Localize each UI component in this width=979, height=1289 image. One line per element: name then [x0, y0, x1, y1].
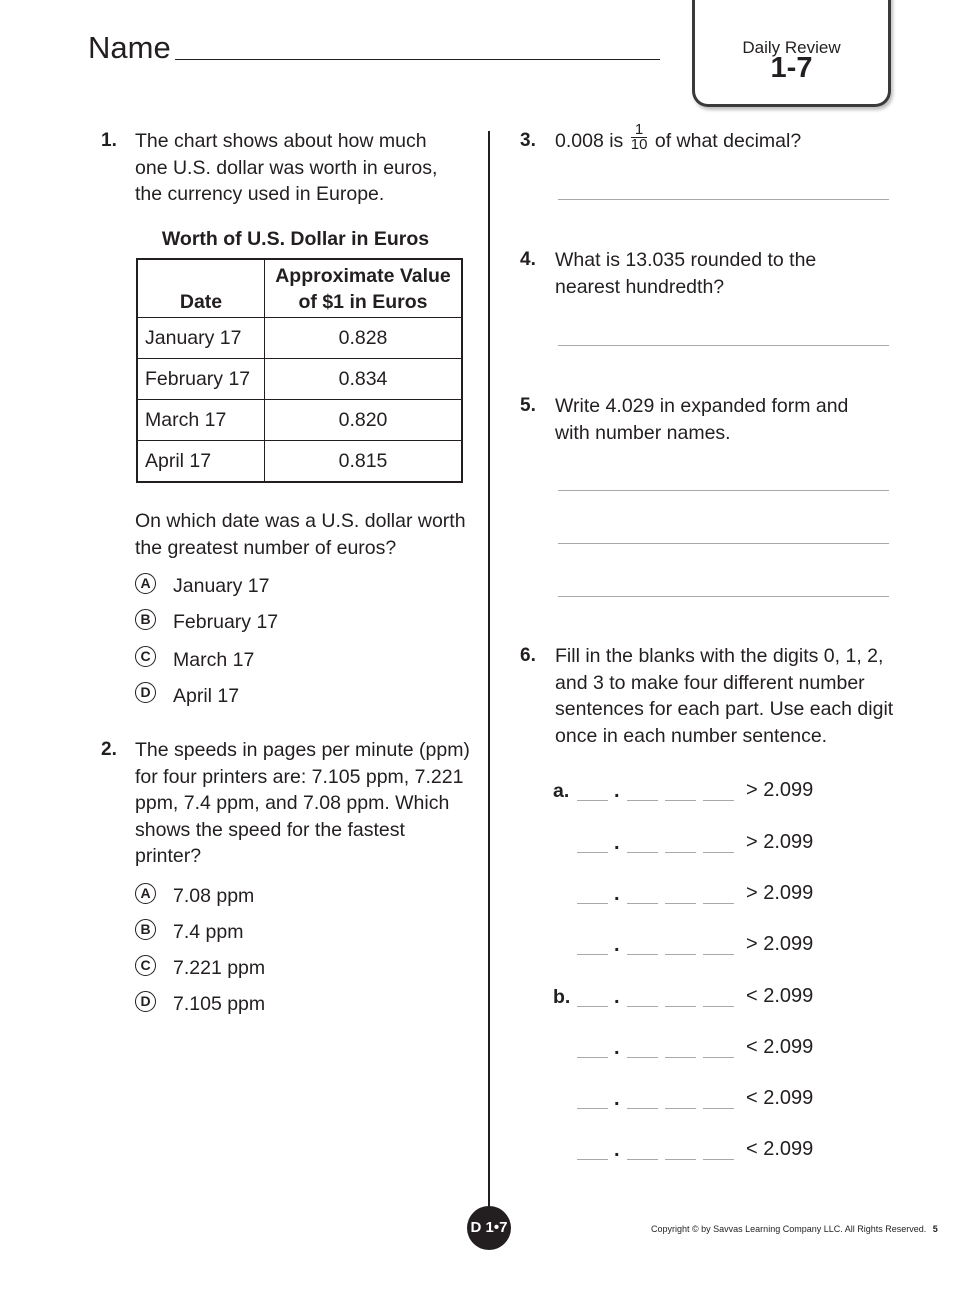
q5-answer-line[interactable]	[558, 596, 889, 597]
greater-than-comparison: > 2.099	[746, 882, 814, 904]
q4-answer-line[interactable]	[558, 345, 889, 346]
table-row	[137, 400, 462, 441]
q4-number: 4.	[520, 249, 536, 270]
q6-text: Fill in the blanks with the digits 0, 1, 2, and 3 to make four different number sentences for each part. Use each digit once in each number sentence.	[555, 645, 894, 747]
decimal-point: .	[614, 780, 620, 802]
digit-blank[interactable]	[703, 852, 734, 853]
digit-blank[interactable]	[627, 852, 658, 853]
choice-bubble-a: A	[135, 573, 156, 594]
digit-blank[interactable]	[665, 1159, 696, 1160]
choice-text: January 17	[173, 575, 270, 597]
table-cell-value: 0.820	[265, 400, 463, 441]
digit-blank[interactable]	[577, 954, 608, 955]
choice-text: March 17	[173, 649, 255, 671]
decimal-point: .	[614, 1088, 620, 1110]
digit-blank[interactable]	[665, 1108, 696, 1109]
tab-number: 1-7	[770, 52, 813, 84]
decimal-point: .	[614, 832, 620, 854]
digit-blank[interactable]	[665, 1057, 696, 1058]
q6-number: 6.	[520, 645, 536, 666]
fraction	[631, 123, 648, 152]
digit-blank[interactable]	[577, 1159, 608, 1160]
digit-blank[interactable]	[665, 852, 696, 853]
digit-blank[interactable]	[577, 1006, 608, 1007]
table-cell-value: 0.828	[265, 318, 463, 359]
table-row	[137, 441, 462, 483]
table-cell-value: 0.815	[265, 441, 463, 483]
daily-review-tab	[692, 0, 891, 107]
q3-number: 3.	[520, 130, 536, 151]
digit-blank[interactable]	[627, 1057, 658, 1058]
choice-bubble-d: D	[135, 991, 156, 1012]
q5-answer-line[interactable]	[558, 490, 889, 491]
digit-blank[interactable]	[665, 800, 696, 801]
q5-text: Write 4.029 in expanded form and with number names.	[555, 395, 849, 444]
digit-blank[interactable]	[577, 800, 608, 801]
digit-blank[interactable]	[627, 1159, 658, 1160]
q3-text	[555, 121, 802, 155]
digit-blank[interactable]	[703, 1006, 734, 1007]
footer-badge: D 1•7	[467, 1206, 511, 1250]
table-cell-date: February 17	[137, 359, 265, 400]
less-than-comparison: < 2.099	[746, 985, 814, 1007]
choice-bubble-c: C	[135, 955, 156, 976]
q1-text: The chart shows about how much one U.S. dollar was worth in euros, the currency used in Europe.	[135, 130, 438, 205]
choice-text: February 17	[173, 611, 279, 633]
euro-table	[136, 258, 463, 483]
q4-text: What is 13.035 rounded to the nearest hundredth?	[555, 249, 817, 298]
greater-than-comparison: > 2.099	[746, 779, 814, 801]
q1-question: On which date was a U.S. dollar worth the greatest number of euros?	[135, 510, 466, 559]
digit-blank[interactable]	[703, 1108, 734, 1109]
less-than-comparison: < 2.099	[746, 1036, 814, 1058]
table-row	[137, 318, 462, 359]
greater-than-comparison: > 2.099	[746, 933, 814, 955]
table-cell-date: March 17	[137, 400, 265, 441]
choice-bubble-b: B	[135, 919, 156, 940]
digit-blank[interactable]	[703, 954, 734, 955]
copyright-text: Copyright © by Savvas Learning Company LLC. All Rights Reserved.	[651, 1224, 927, 1234]
digit-blank[interactable]	[665, 954, 696, 955]
q2-number: 2.	[101, 739, 117, 760]
digit-blank[interactable]	[627, 903, 658, 904]
choice-text: April 17	[173, 685, 240, 707]
name-label: Name	[88, 30, 171, 65]
q2-text: The speeds in pages per minute (ppm) for four printers are: 7.105 ppm, 7.221 ppm, 7.4 ppm, and 7.08 ppm. Which shows the speed for the fastest printer?	[135, 739, 470, 867]
digit-blank[interactable]	[703, 1057, 734, 1058]
decimal-point: .	[614, 986, 620, 1008]
choice-text: 7.08 ppm	[173, 885, 255, 907]
tab-title: Daily Review	[742, 38, 841, 57]
table-cell-value: 0.834	[265, 359, 463, 400]
table-cell-date: April 17	[137, 441, 265, 483]
q5-answer-line[interactable]	[558, 543, 889, 544]
q3-answer-line[interactable]	[558, 199, 889, 200]
table-title: Worth of U.S. Dollar in Euros	[161, 228, 430, 250]
q1-number: 1.	[101, 130, 117, 151]
digit-blank[interactable]	[577, 1057, 608, 1058]
table-header-date: Date	[137, 259, 265, 318]
copyright	[651, 1224, 938, 1234]
table-row	[137, 359, 462, 400]
decimal-point: .	[614, 1139, 620, 1161]
digit-blank[interactable]	[577, 903, 608, 904]
digit-blank[interactable]	[665, 1006, 696, 1007]
digit-blank[interactable]	[703, 903, 734, 904]
name-field[interactable]	[175, 59, 660, 60]
choice-bubble-a: A	[135, 883, 156, 904]
page-number: 5	[932, 1224, 938, 1234]
decimal-point: .	[614, 1037, 620, 1059]
digit-blank[interactable]	[577, 852, 608, 853]
choice-bubble-b: B	[135, 609, 156, 630]
digit-blank[interactable]	[665, 903, 696, 904]
table-cell-date: January 17	[137, 318, 265, 359]
digit-blank[interactable]	[627, 1108, 658, 1109]
digit-blank[interactable]	[703, 1159, 734, 1160]
less-than-comparison: < 2.099	[746, 1087, 814, 1109]
part-b-label: b.	[553, 986, 571, 1008]
digit-blank[interactable]	[627, 1006, 658, 1007]
digit-blank[interactable]	[577, 1108, 608, 1109]
choice-text: 7.4 ppm	[173, 921, 244, 943]
q3-text-after: of what decimal?	[654, 130, 802, 152]
part-a-label: a.	[553, 780, 570, 802]
choice-text: 7.221 ppm	[173, 957, 266, 979]
digit-blank[interactable]	[627, 800, 658, 801]
fraction-denominator: 10	[630, 136, 648, 154]
fraction-numerator: 1	[631, 123, 648, 138]
choice-bubble-d: D	[135, 682, 156, 703]
decimal-point: .	[614, 934, 620, 956]
decimal-point: .	[614, 883, 620, 905]
digit-blank[interactable]	[703, 800, 734, 801]
table-header-row	[137, 259, 462, 318]
greater-than-comparison: > 2.099	[746, 831, 814, 853]
column-divider	[488, 131, 490, 1213]
table-header-value: Approximate Value of $1 in Euros	[265, 259, 463, 318]
q5-number: 5.	[520, 395, 536, 416]
choice-text: 7.105 ppm	[173, 993, 266, 1015]
digit-blank[interactable]	[627, 954, 658, 955]
q3-text-before: 0.008 is	[555, 130, 624, 152]
less-than-comparison: < 2.099	[746, 1138, 814, 1160]
choice-bubble-c: C	[135, 646, 156, 667]
